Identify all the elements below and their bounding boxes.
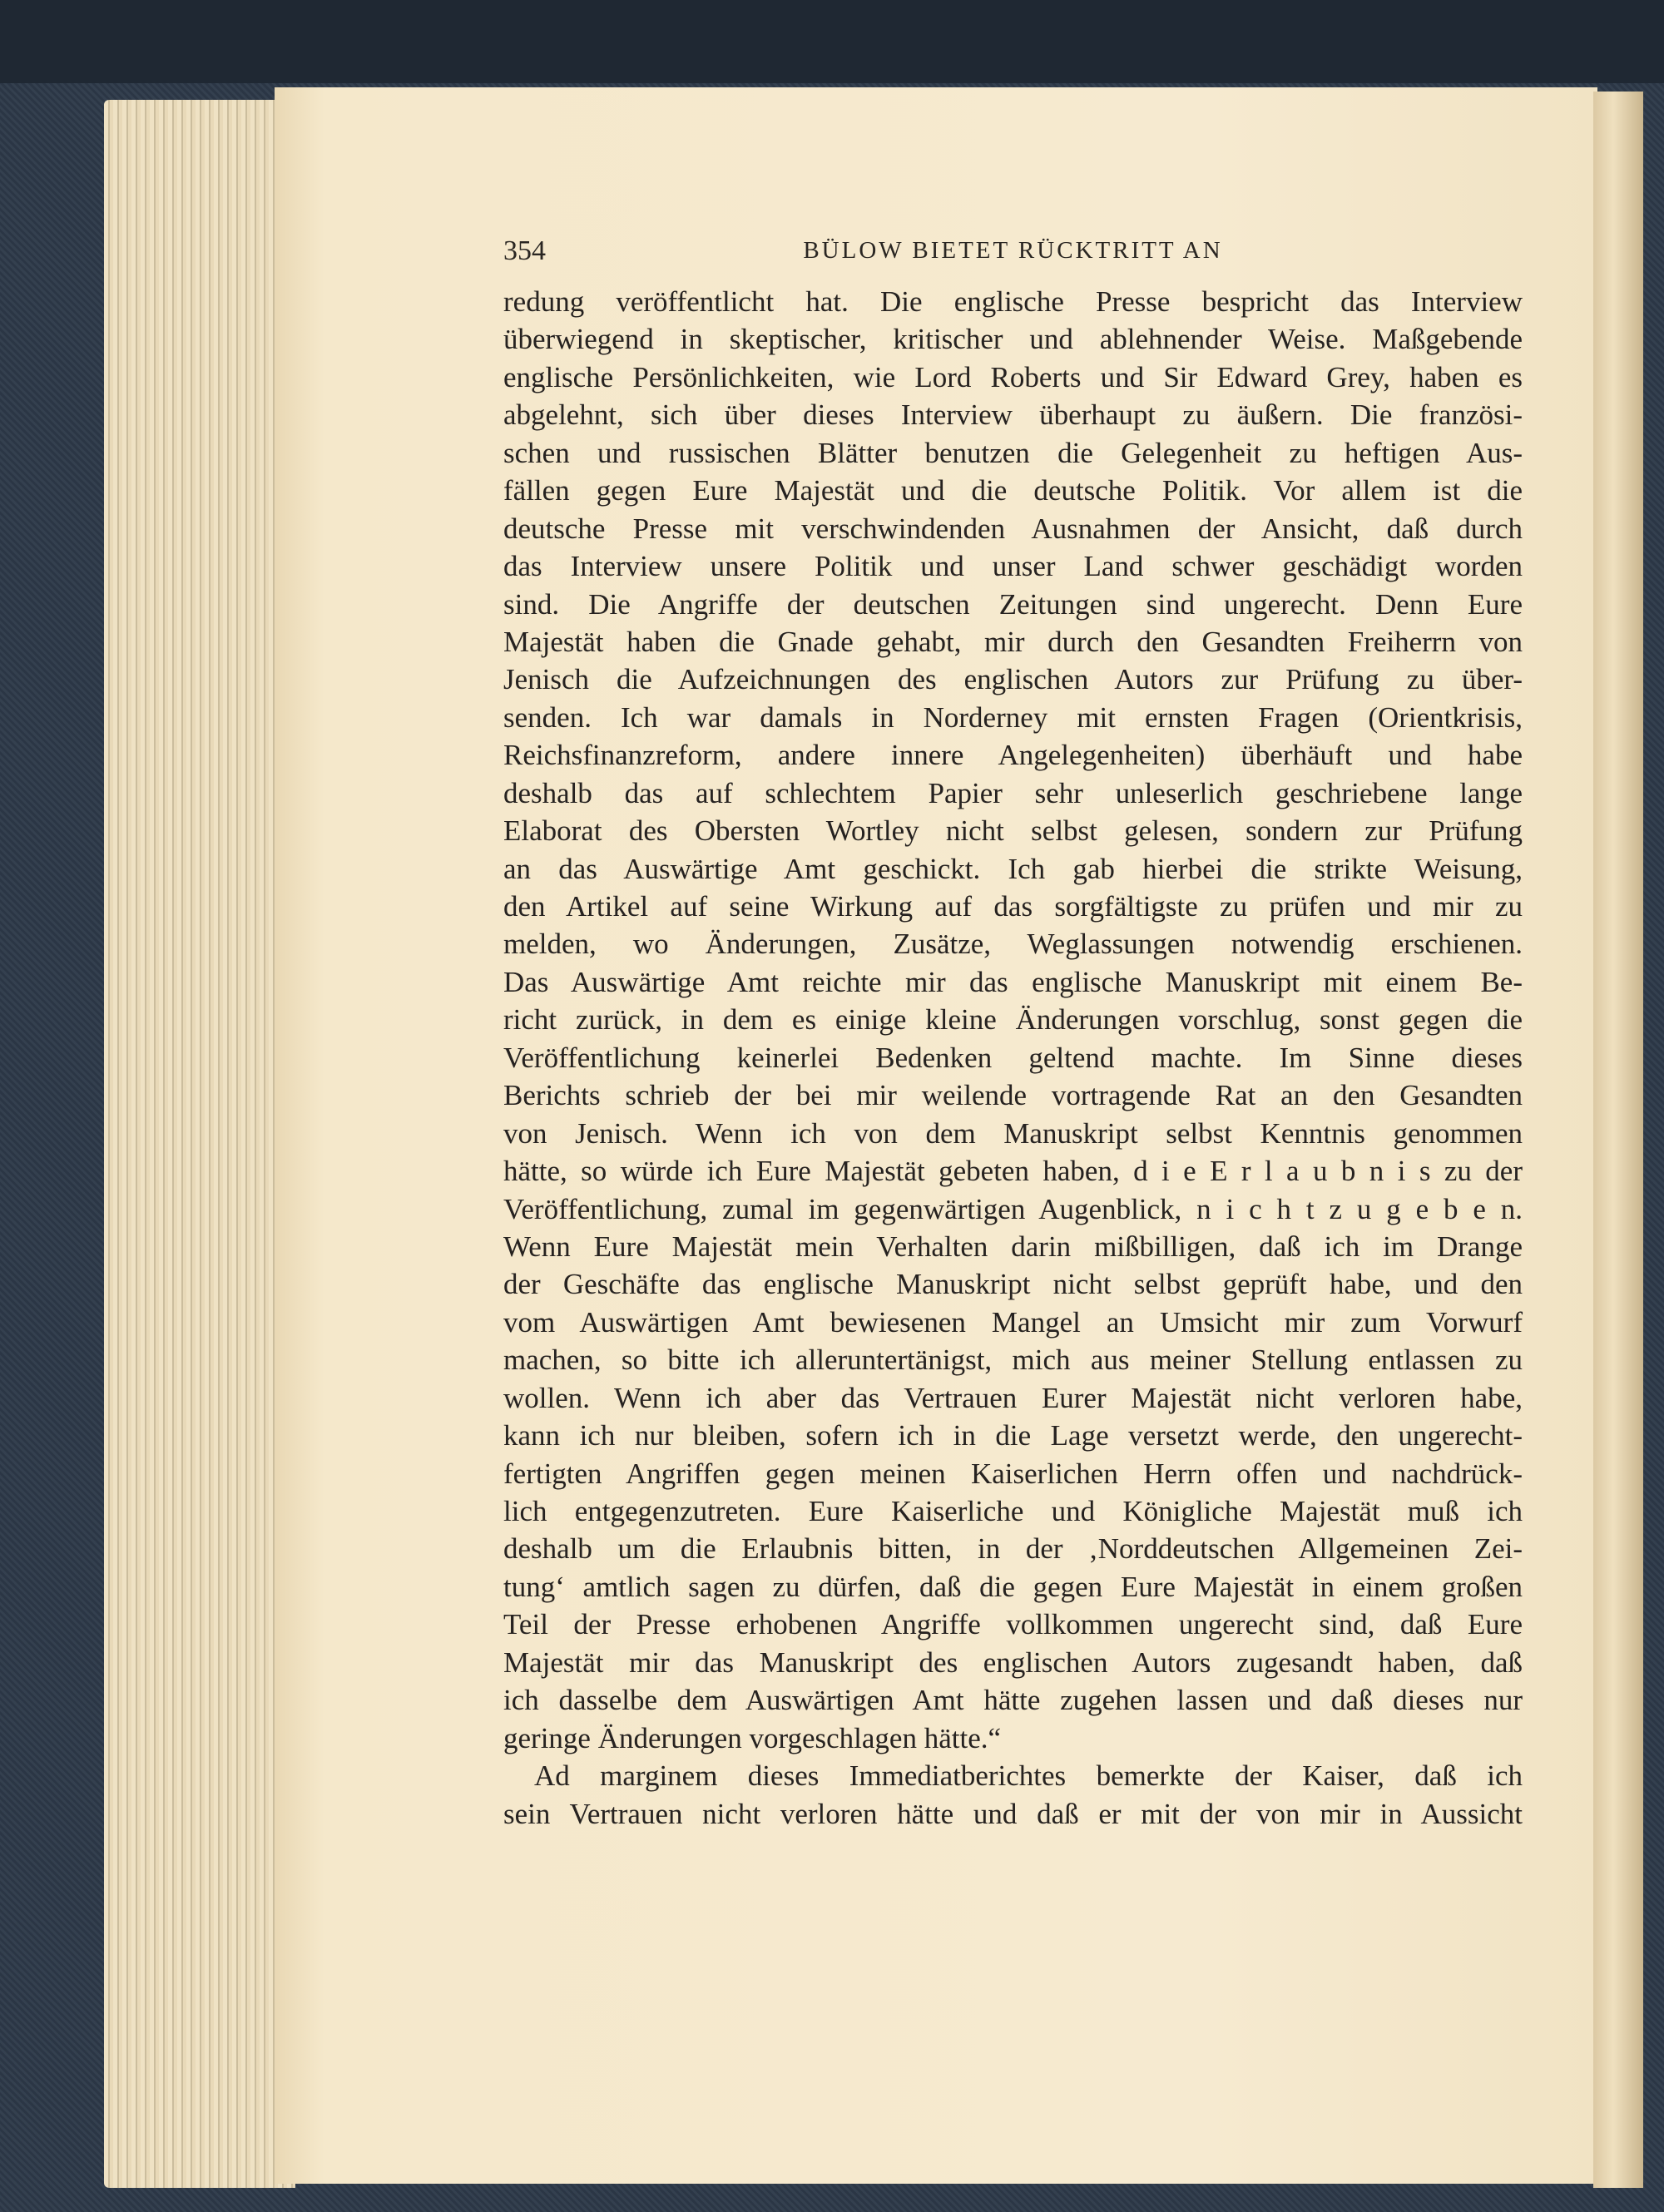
body-text xyxy=(503,283,1523,1833)
text-line: Das Auswärtige Amt reichte mir das englische Manuskript mit einem Be- xyxy=(503,965,1523,998)
text-line: fällen gegen Eure Majestät und die deutsche Politik. Vor allem ist die xyxy=(503,474,1523,507)
text-line: das Interview unsere Politik und unser Land schwer geschädigt worden xyxy=(503,550,1523,583)
text-line: redung veröffentlicht hat. Die englische Presse bespricht das Interview xyxy=(503,285,1523,318)
text-line: schen und russischen Blätter benutzen die Gelegenheit zu heftigen Aus- xyxy=(503,436,1523,469)
text-line: fertigten Angriffen gegen meinen Kaiserlichen Herrn offen und nachdrück- xyxy=(503,1457,1523,1490)
text-line: machen, so bitte ich alleruntertänigst, mich aus meiner Stellung entlassen zu xyxy=(503,1344,1523,1377)
running-title: BÜLOW BIETET RÜCKTRITT AN xyxy=(803,237,1223,264)
text-line: wollen. Wenn ich aber das Vertrauen Eurer Majestät nicht verloren habe, xyxy=(503,1381,1523,1414)
text-line: geringe Änderungen vorgeschlagen hätte.“ xyxy=(503,1721,1002,1754)
text-line: Ad marginem dieses Immediatberichtes bemerkte der Kaiser, daß ich xyxy=(534,1759,1523,1793)
text-line: Jenisch die Aufzeichnungen des englischen Autors zur Prüfung zu über- xyxy=(503,663,1523,696)
text-line: lich entgegenzutreten. Eure Kaiserliche und Königliche Majestät muß ich xyxy=(503,1495,1523,1527)
text-line: sind. Die Angriffe der deutschen Zeitungen sind ungerecht. Denn Eure xyxy=(503,587,1523,621)
book-cover-top xyxy=(0,0,1664,83)
text-line: deshalb das auf schlechtem Papier sehr unleserlich geschriebene lange xyxy=(503,776,1523,809)
page-number: 354 xyxy=(503,235,546,266)
text-line: senden. Ich war damals in Norderney mit ernsten Fragen (Orientkrisis, xyxy=(503,700,1523,734)
text-line: an das Auswärtige Amt geschickt. Ich gab hierbei die strikte Weisung, xyxy=(503,852,1523,885)
text-line: Majestät mir das Manuskript des englischen Autors zugesandt haben, daß xyxy=(503,1645,1523,1679)
text-line: richt zurück, in dem es einige kleine Änderungen vorschlug, sonst gegen die xyxy=(503,1003,1523,1037)
text-line: englische Persönlichkeiten, wie Lord Roberts und Sir Edward Grey, haben es xyxy=(503,360,1523,393)
text-line: deutsche Presse mit verschwindenden Ausnahmen der Ansicht, daß durch xyxy=(503,512,1523,545)
text-line: von Jenisch. Wenn ich von dem Manuskript selbst Kenntnis genommen xyxy=(503,1116,1523,1150)
text-line: Veröffentlichung keinerlei Bedenken geltend machte. Im Sinne dieses xyxy=(503,1041,1523,1074)
text-line: tung‘ amtlich sagen zu dürfen, daß die gegen Eure Majestät in einem großen xyxy=(503,1570,1523,1603)
text-line: sein Vertrauen nicht verloren hätte und daß er mit der von mir in Aussicht xyxy=(503,1797,1523,1830)
text-line: deshalb um die Erlaubnis bitten, in der ‚Norddeutschen Allgemeinen Zei- xyxy=(503,1532,1523,1566)
text-line: Veröffentlichung, zumal im gegenwärtigen Augenblick, n i c h t z u g e b e n. xyxy=(503,1192,1523,1225)
text-line: melden, wo Änderungen, Zusätze, Weglassungen notwendig erschienen. xyxy=(503,928,1523,961)
text-line: Teil der Presse erhobenen Angriffe vollkommen ungerecht sind, daß Eure xyxy=(503,1608,1523,1641)
text-line: Berichts schrieb der bei mir weilende vortragende Rat an den Gesandten xyxy=(503,1079,1523,1112)
text-line: den Artikel auf seine Wirkung auf das sorgfältigste zu prüfen und mir zu xyxy=(503,890,1523,923)
page-edges xyxy=(104,100,295,2188)
text-line: Elaborat des Obersten Wortley nicht selbst gelesen, sondern zur Prüfung xyxy=(503,814,1523,848)
text-line: Majestät haben die Gnade gehabt, mir durch den Gesandten Freiherrn von xyxy=(503,625,1523,658)
text-line: Reichsfinanzreform, andere innere Angelegenheiten) überhäuft und habe xyxy=(503,739,1523,772)
facing-page-edge xyxy=(1593,92,1643,2188)
text-line: hätte, so würde ich Eure Majestät gebeten haben, d i e E r l a u b n i s zu der xyxy=(503,1155,1523,1188)
text-line: überwiegend in skeptischer, kritischer und ablehnender Weise. Maßgebende xyxy=(503,323,1523,356)
text-line: abgelehnt, sich über dieses Interview überhaupt zu äußern. Die französi- xyxy=(503,398,1523,432)
text-line: der Geschäfte das englische Manuskript nicht selbst geprüft habe, und den xyxy=(503,1268,1523,1301)
page-header xyxy=(503,235,1523,274)
text-line: kann ich nur bleiben, sofern ich in die Lage versetzt werde, den ungerecht- xyxy=(503,1419,1523,1452)
text-line: ich dasselbe dem Auswärtigen Amt hätte zugehen lassen und daß dieses nur xyxy=(503,1684,1523,1717)
text-line: Wenn Eure Majestät mein Verhalten darin mißbilligen, daß ich im Drange xyxy=(503,1230,1523,1263)
text-line: vom Auswärtigen Amt bewiesenen Mangel an Umsicht mir zum Vorwurf xyxy=(503,1305,1523,1339)
